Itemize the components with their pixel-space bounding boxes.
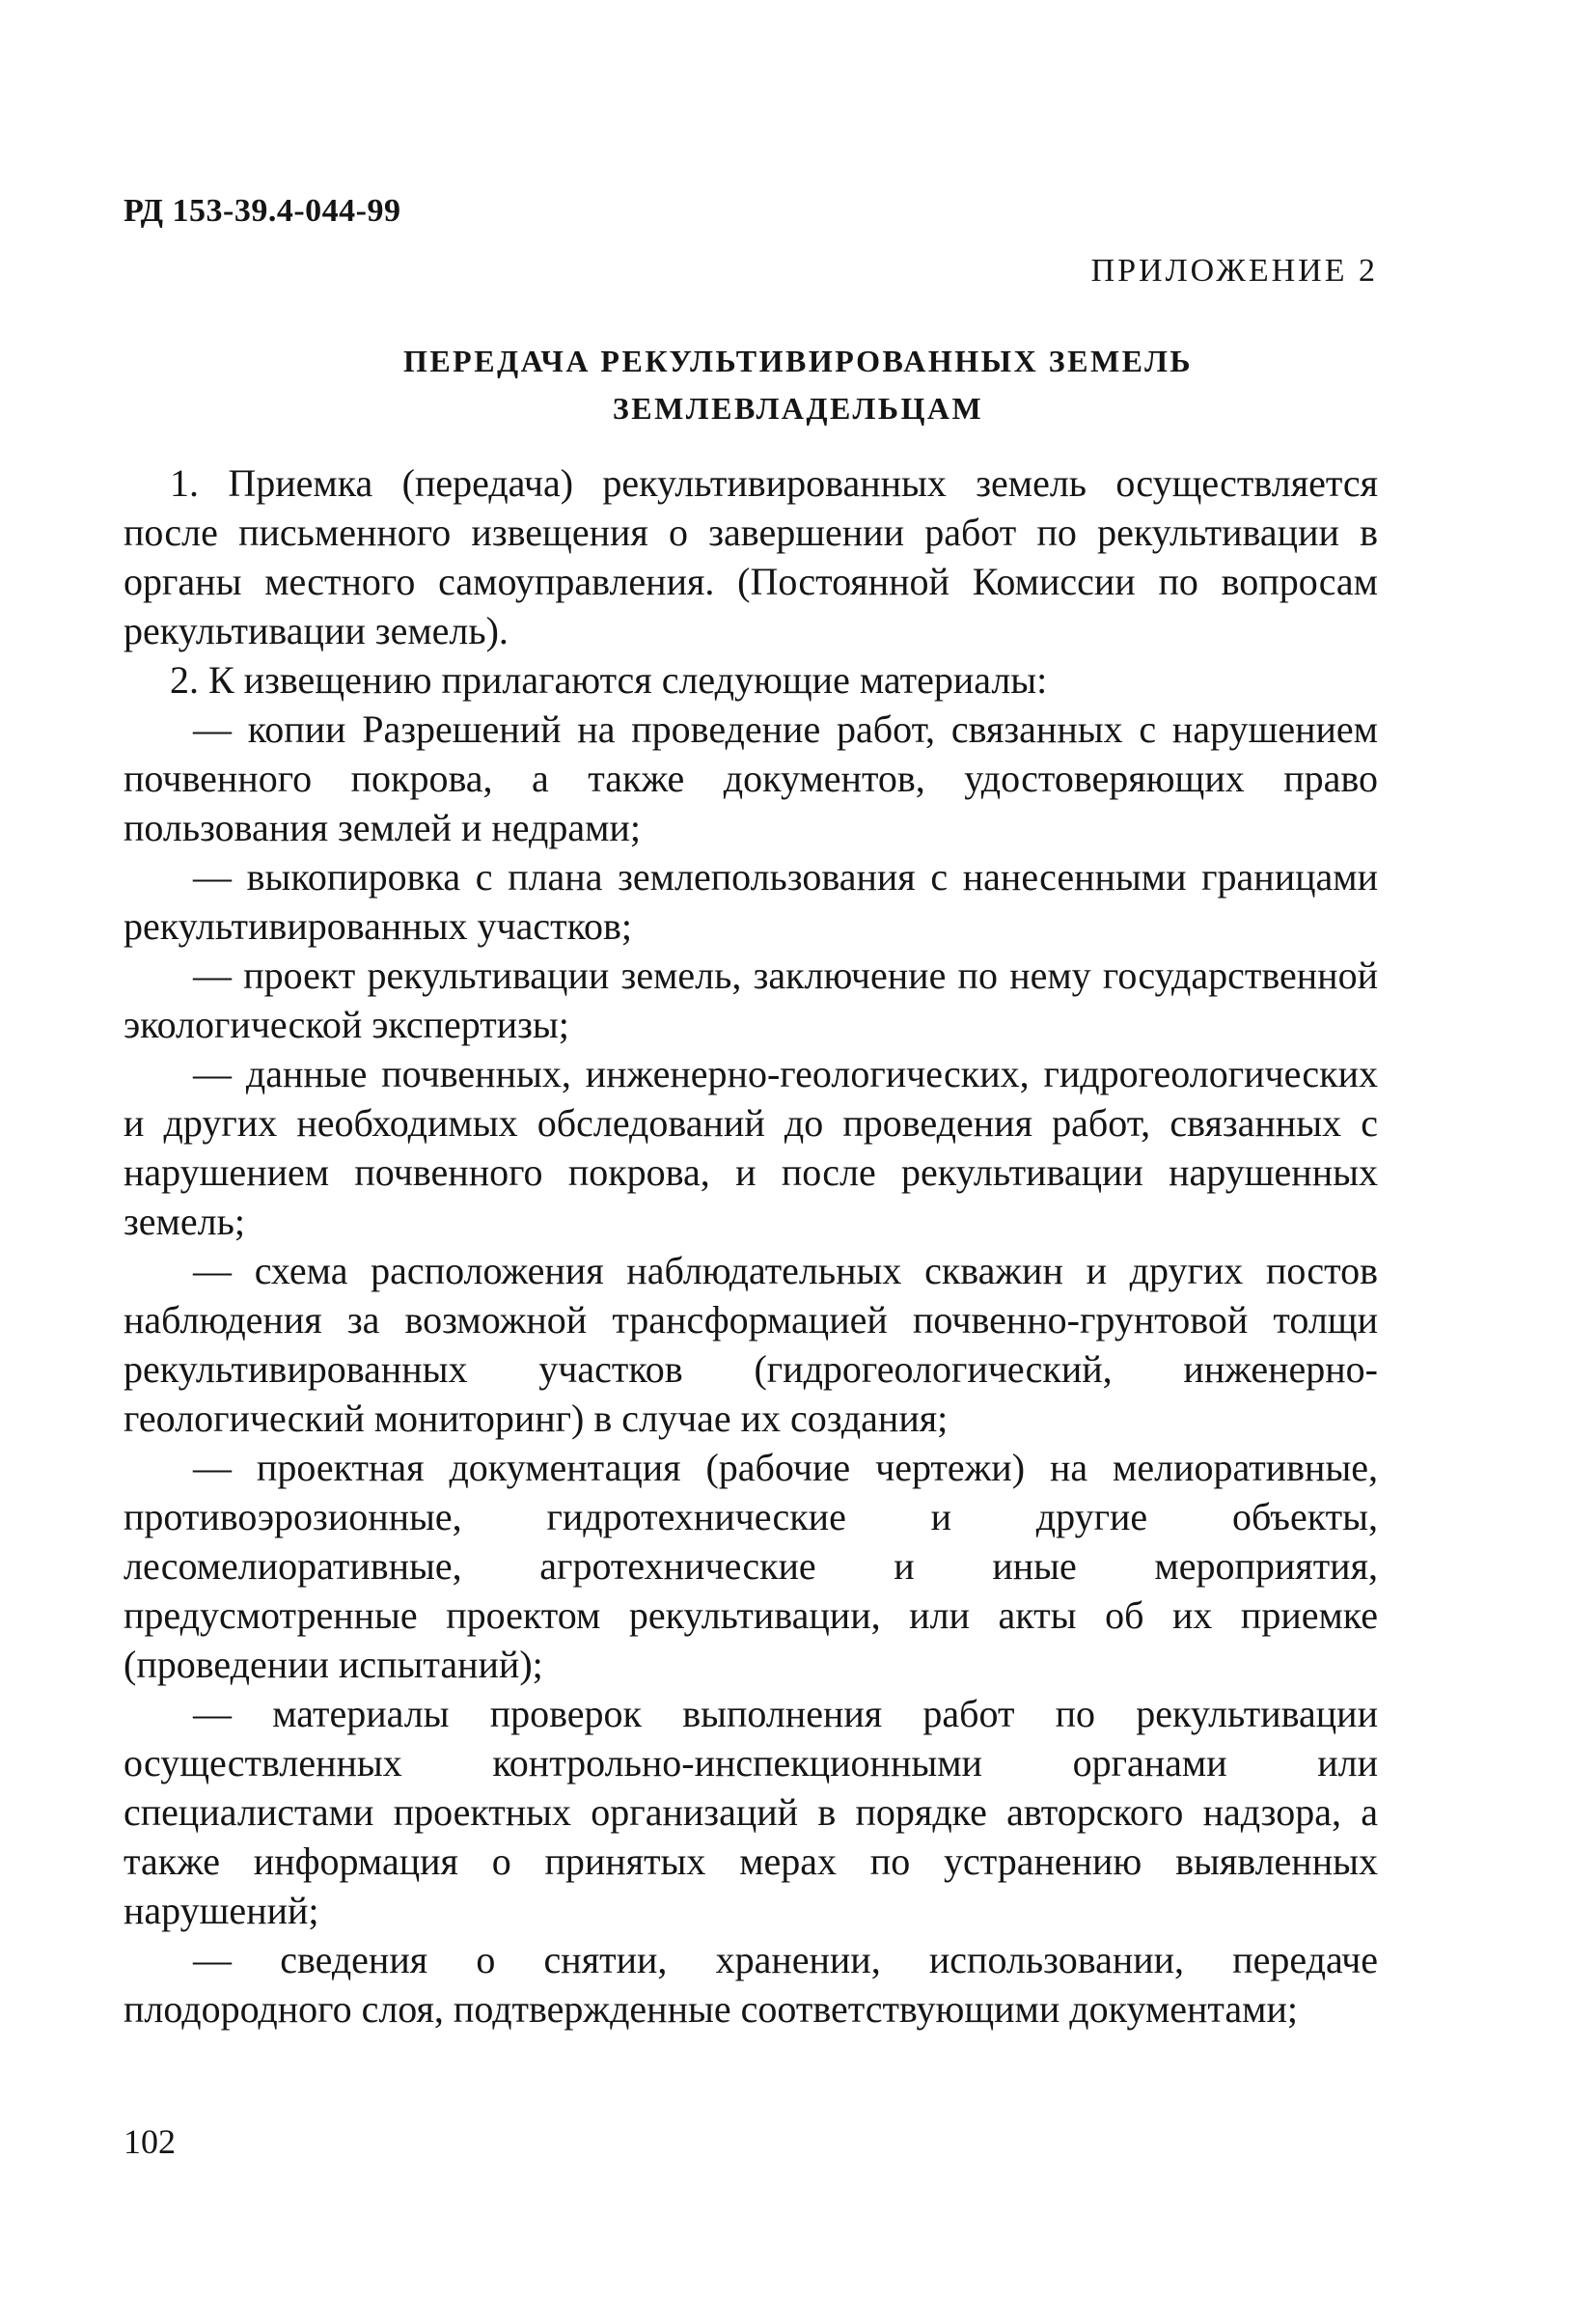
document-body: [124, 458, 1378, 2034]
list-item: — выкопировка с плана землепользования с нанесенными границами рекультивированных участков;: [124, 855, 1378, 948]
list-item: — сведения о снятии, хранении, использовании, передаче плодородного слоя, подтвержденные соответствующими документами;: [124, 1938, 1378, 2031]
paragraph-1: 1. Приемка (передача) рекультивированных земель осуществляется после письменного извещения о завершении работ по рекультивации в органы местного самоуправления. (Постоянной Комиссии по вопросам рекультивации земель).: [124, 461, 1378, 652]
list-item: — копии Разрешений на проведение работ, связанных с нарушением почвенного покрова, а также документов, удостоверяющих право пользования землей и недрами;: [124, 707, 1378, 849]
section-title-line-1: ПЕРЕДАЧА РЕКУЛЬТИВИРОВАННЫХ ЗЕМЕЛЬ: [402, 344, 1194, 378]
list-item: — проект рекультивации земель, заключение по нему государственной экологической экспертизы;: [124, 954, 1378, 1046]
appendix-label: ПРИЛОЖЕНИЕ 2: [1090, 253, 1378, 289]
list-item: — проектная документация (рабочие чертежи) на мелиоративные, противоэрозионные, гидротехнические и другие объекты, лесомелиоративные, агротехнические и иные мероприятия, предусмотренные проектом рекультивации, или акты об их приемке (проведении испытаний);: [124, 1446, 1378, 1686]
section-title: [0, 338, 1596, 432]
list-item: — схема расположения наблюдательных скважин и других постов наблюдения за возможной трансформацией почвенно-грунтовой толщи рекультивированных участков (гидрогеологический, инженерно-геологический мониторинг) в случае их создания;: [124, 1249, 1378, 1440]
list-item: — материалы проверок выполнения работ по рекультивации осуществленных контрольно-инспекционными органами или специалистами проектных организаций в порядке авторского надзора, а также информация о принятых мерах по устранению выявленных нарушений;: [124, 1692, 1378, 1932]
paragraph-2: 2. К извещению прилагаются следующие материалы:: [170, 658, 1048, 702]
list-item: — данные почвенных, инженерно-геологических, гидрогеологических и других необходимых обследований до проведения работ, связанных с нарушением почвенного покрова, и после рекультивации нарушенных земель;: [124, 1052, 1378, 1243]
document-code: РД 153-39.4-044-99: [124, 193, 401, 229]
materials-list: [124, 705, 1378, 2034]
page-number: 102: [124, 2122, 176, 2161]
section-title-line-2: ЗЕМЛЕВЛАДЕЛЬЦАМ: [612, 391, 984, 426]
